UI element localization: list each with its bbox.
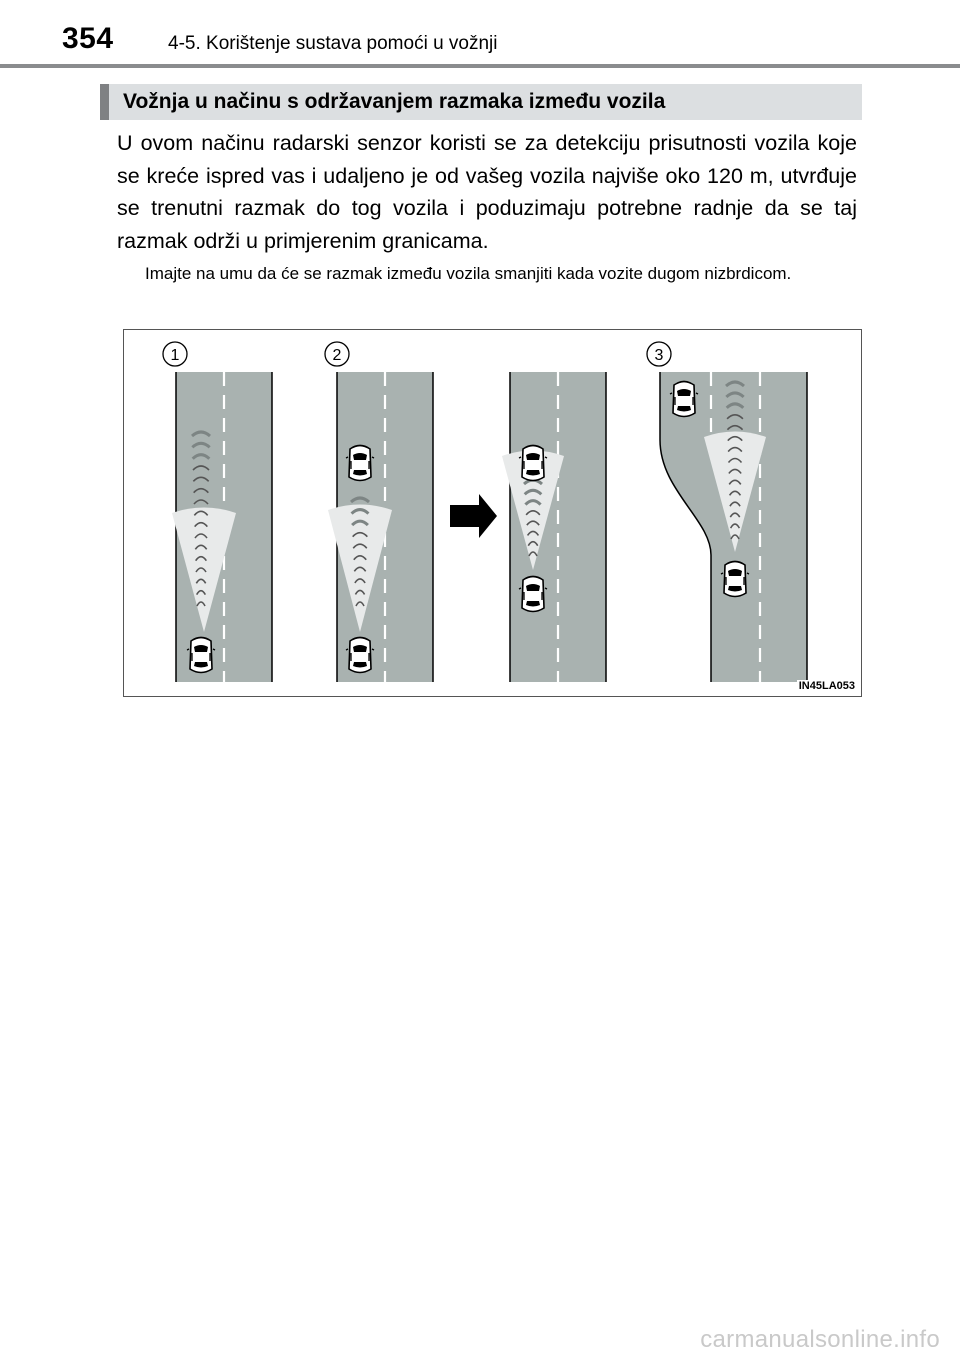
step-label-1 [163, 342, 187, 366]
illustration-svg [124, 330, 861, 696]
running-head: 4-5. Korištenje sustava pomoći u vožnji [168, 33, 498, 54]
step-label-3 [647, 342, 671, 366]
car-icon [187, 638, 215, 673]
road-3 [502, 372, 606, 682]
road-1 [172, 372, 272, 682]
section-title: Vožnja u načinu s održavanjem razmaka između vozila [123, 90, 666, 113]
step-label-text: 2 [332, 347, 342, 364]
road-2 [328, 372, 433, 682]
watermark: carmanualsonline.info [700, 1326, 940, 1353]
section-heading-bar [100, 84, 862, 120]
car-icon [519, 446, 547, 481]
car-icon [346, 446, 374, 481]
page-number: 354 [62, 22, 114, 55]
car-icon [519, 577, 547, 612]
step-label-text: 3 [654, 347, 664, 364]
illustration-figure [123, 329, 862, 697]
car-icon [670, 382, 698, 417]
arrow-right-icon [450, 494, 497, 538]
body-paragraph: U ovom načinu radarski senzor koristi se za detekciju prisutnosti vozila koje se kreće ispred vas i udaljeno je od vašeg vozila najviše oko 120 m, utvrđuje se trenutni razmak do tog vozila i poduzimaju potrebne radnje da se taj razmak održi u primjerenim granicama. [117, 131, 857, 253]
note-paragraph: Imajte na umu da će se razmak između vozila smanjiti kada vozite dugom nizbrdicom. [145, 264, 792, 283]
figure-code: IN45LA053 [798, 680, 855, 692]
step-label-2 [325, 342, 349, 366]
road-4 [660, 372, 807, 682]
car-icon [346, 638, 374, 673]
step-label-text: 1 [170, 347, 180, 364]
car-icon [721, 562, 749, 597]
header-rule [0, 64, 960, 68]
